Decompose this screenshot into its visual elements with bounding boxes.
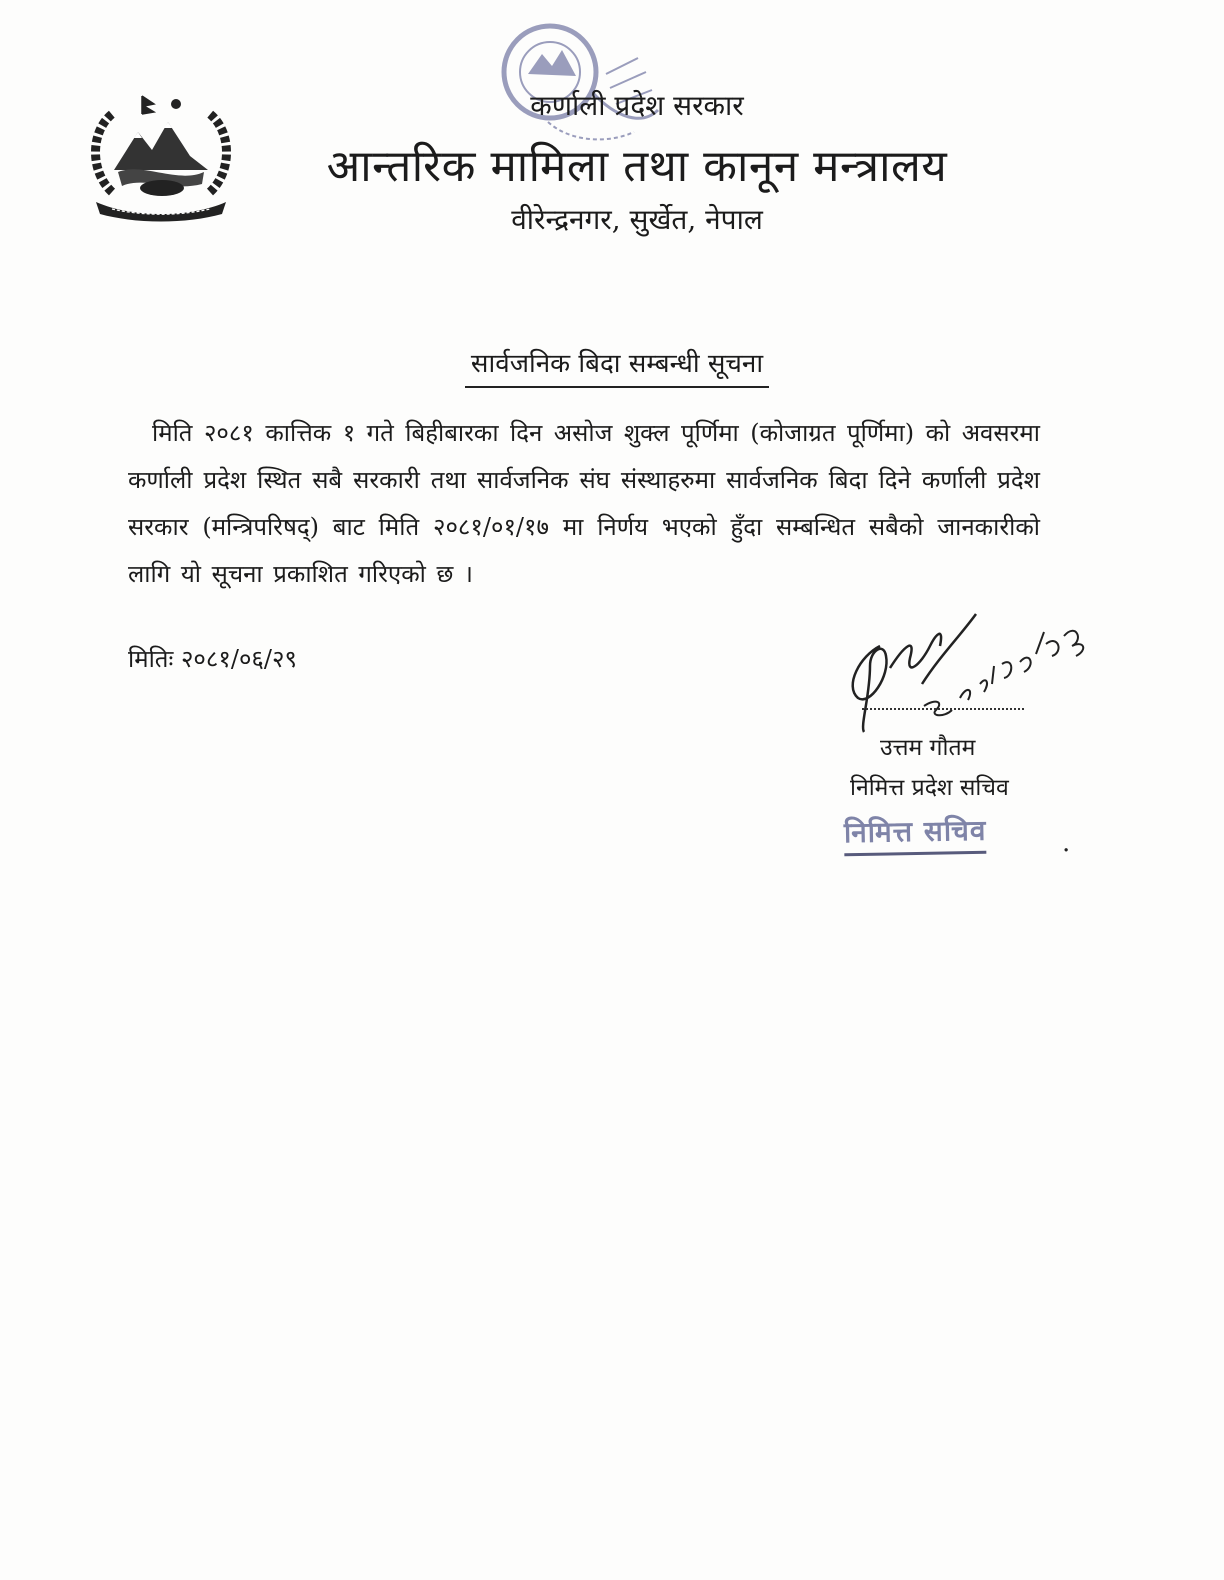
government-name: कर्णाली प्रदेश सरकार	[530, 89, 744, 122]
notice-title	[0, 344, 1224, 388]
signatory-designation: निमित्त प्रदेश सचिव	[850, 775, 1009, 801]
signatory-name: उत्तम गौतम	[880, 735, 976, 761]
ministry-name: आन्तरिक मामिला तथा कानून मन्त्रालय	[326, 141, 948, 192]
stamp-dot: .	[1062, 828, 1071, 858]
notice-title-text: सार्वजनिक बिदा सम्बन्धी सूचना	[465, 344, 769, 388]
handwritten-signature-icon	[840, 606, 1100, 746]
designation-stamp: निमित्त सचिव	[844, 811, 987, 856]
ministry-address: वीरेन्द्रनगर, सुर्खेत, नेपाल	[511, 203, 763, 236]
notice-body: मिति २०८१ कात्तिक १ गते बिहीबारका दिन असोज शुक्ल पूर्णिमा (कोजाग्रत पूर्णिमा) को अवसरमा कर्णाली प्रदेश स्थित सबै सरकारी तथा सार्वजनिक संघ संस्थाहरुमा सार्वजनिक बिदा दिने कर्णाली प्रदेश सरकार (मन्त्रिपरिषद्) बाट मिति २०८१/०१/१७ मा निर्णय भएको हुँदा सम्बन्धित सबैको जानकारीको लागि यो सूचना प्रकाशित गरिएको छ ।	[128, 419, 1040, 588]
signature-line	[862, 708, 1024, 710]
notice-date: मितिः २०८१/०६/२९	[128, 645, 297, 673]
